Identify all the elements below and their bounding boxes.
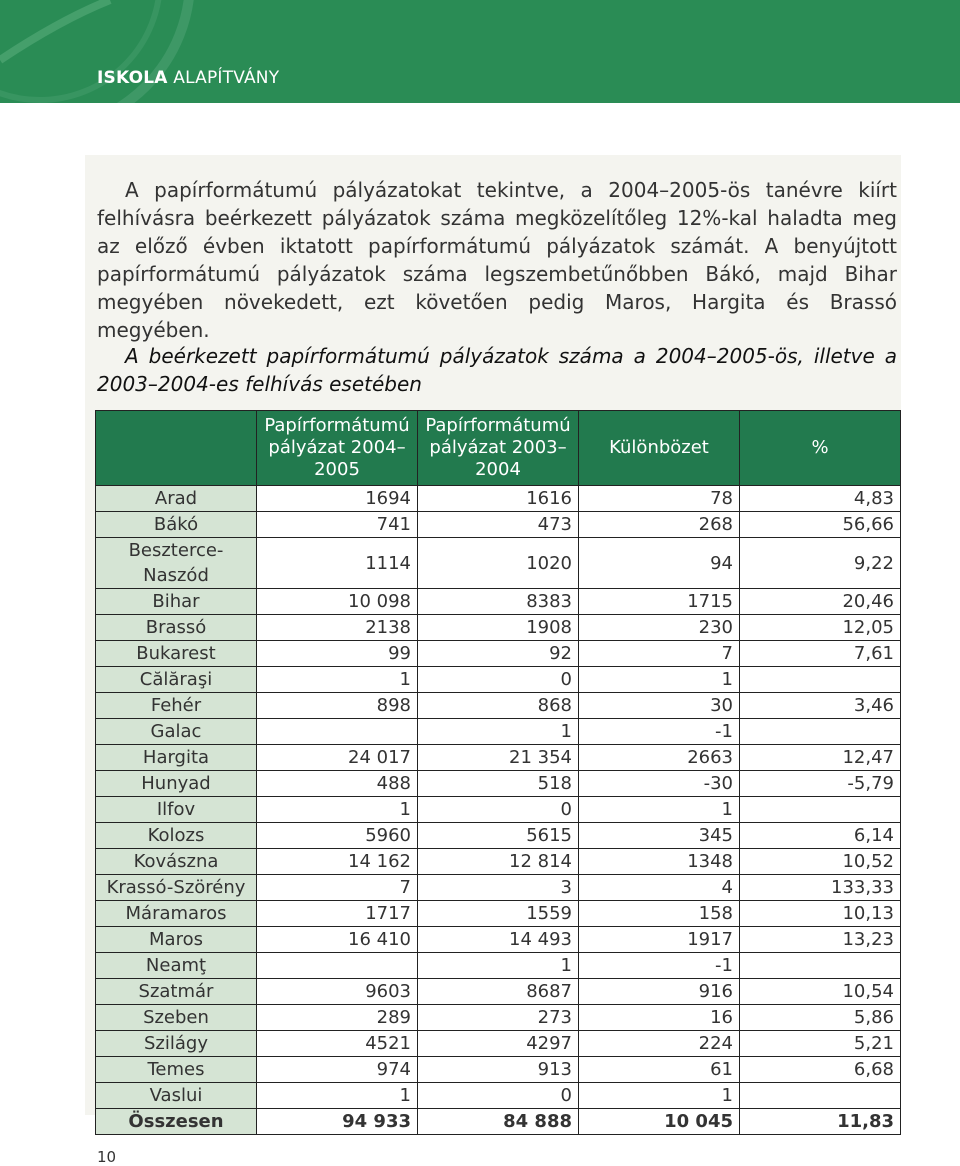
value-cell: 10,13 [740,901,901,927]
value-cell [257,953,418,979]
value-cell: 1 [579,1083,740,1109]
county-cell: Hunyad [96,771,257,797]
value-cell: 1717 [257,901,418,927]
value-cell: 913 [418,1057,579,1083]
value-cell: 1348 [579,849,740,875]
value-cell: -30 [579,771,740,797]
value-cell: 2663 [579,745,740,771]
table-row [96,1083,901,1109]
county-cell: Kolozs [96,823,257,849]
value-cell: 898 [257,693,418,719]
value-cell: 30 [579,693,740,719]
value-cell: 78 [579,486,740,512]
value-cell: 6,68 [740,1057,901,1083]
table-row [96,719,901,745]
county-cell: Kovászna [96,849,257,875]
table-row [96,538,901,589]
value-cell: 61 [579,1057,740,1083]
value-cell: 5615 [418,823,579,849]
total-value-cell: 94 933 [257,1109,418,1135]
total-value-cell: 11,83 [740,1109,901,1135]
county-cell: Szilágy [96,1031,257,1057]
value-cell: 7 [257,875,418,901]
table-row [96,797,901,823]
value-cell: 741 [257,512,418,538]
table-row [96,615,901,641]
table-row [96,849,901,875]
value-cell: 1 [418,719,579,745]
county-cell: Arad [96,486,257,512]
value-cell: 92 [418,641,579,667]
table-row [96,927,901,953]
value-cell: 4 [579,875,740,901]
value-cell: 1694 [257,486,418,512]
table-row [96,901,901,927]
value-cell: 8687 [418,979,579,1005]
value-cell: 133,33 [740,875,901,901]
value-cell: 5,86 [740,1005,901,1031]
total-value-cell: 84 888 [418,1109,579,1135]
table-row [96,693,901,719]
value-cell: 13,23 [740,927,901,953]
value-cell [740,667,901,693]
value-cell: 158 [579,901,740,927]
table-row [96,745,901,771]
value-cell: 3,46 [740,693,901,719]
value-cell: 56,66 [740,512,901,538]
value-cell: 7 [579,641,740,667]
value-cell: 224 [579,1031,740,1057]
page-header [0,0,960,103]
value-cell: 99 [257,641,418,667]
intro-paragraph: A papírformátumú pályázatokat tekintve, a 2004–2005-ös tanévre kiírt felhívásra beérkezett pályázatok száma megközelítőleg 12%-kal haladta meg az előző évben iktatott papírformátumú pályázatok számát. A benyújtott papírformátumú pályázatok száma legszembetűnőbben Bákó, majd Bihar megyében növekedett, ezt követően pedig Maros, Hargita és Brassó megyében. [97,178,897,342]
value-cell: 273 [418,1005,579,1031]
value-cell: 21 354 [418,745,579,771]
value-cell: 488 [257,771,418,797]
table-row [96,953,901,979]
county-cell: Ilfov [96,797,257,823]
county-cell: Vaslui [96,1083,257,1109]
header-cell: % [740,411,901,486]
total-value-cell: 10 045 [579,1109,740,1135]
value-cell: 1559 [418,901,579,927]
value-cell: 268 [579,512,740,538]
county-cell: Hargita [96,745,257,771]
data-table [95,410,901,1135]
county-cell: Temes [96,1057,257,1083]
value-cell: 94 [579,538,740,589]
brand-light: ALAPÍTVÁNY [173,68,280,88]
value-cell: 1 [579,667,740,693]
value-cell: -1 [579,719,740,745]
value-cell: 518 [418,771,579,797]
table-body [96,486,901,1135]
value-cell: 1715 [579,589,740,615]
value-cell [257,719,418,745]
value-cell: 4521 [257,1031,418,1057]
county-cell: Neamţ [96,953,257,979]
value-cell: 289 [257,1005,418,1031]
value-cell: 14 162 [257,849,418,875]
table-row [96,823,901,849]
table-row [96,1031,901,1057]
value-cell: 6,14 [740,823,901,849]
value-cell: 10,54 [740,979,901,1005]
county-cell: Krassó-Szörény [96,875,257,901]
value-cell: 1908 [418,615,579,641]
value-cell: 3 [418,875,579,901]
header-cell: Papírformátumú pályázat 2003–2004 [418,411,579,486]
value-cell: 5,21 [740,1031,901,1057]
value-cell [740,1083,901,1109]
value-cell [740,797,901,823]
value-cell: -5,79 [740,771,901,797]
brand-bold: ISKOLA [97,68,168,88]
county-cell: Bukarest [96,641,257,667]
table-row [96,979,901,1005]
value-cell: 1 [257,797,418,823]
value-cell: 473 [418,512,579,538]
table-row [96,771,901,797]
value-cell: 24 017 [257,745,418,771]
table-row [96,1005,901,1031]
value-cell: 7,61 [740,641,901,667]
value-cell: 9,22 [740,538,901,589]
value-cell: 0 [418,797,579,823]
table-row [96,589,901,615]
value-cell: 5960 [257,823,418,849]
header-cell: Különbözet [579,411,740,486]
value-cell: 974 [257,1057,418,1083]
value-cell: 12,05 [740,615,901,641]
county-cell: Călăraşi [96,667,257,693]
value-cell: 230 [579,615,740,641]
value-cell: 8383 [418,589,579,615]
table-row [96,1057,901,1083]
value-cell: 1114 [257,538,418,589]
value-cell: 9603 [257,979,418,1005]
value-cell: 1917 [579,927,740,953]
value-cell: 1020 [418,538,579,589]
value-cell: 868 [418,693,579,719]
county-cell: Máramaros [96,901,257,927]
header-cell: Papírformátumú pályázat 2004–2005 [257,411,418,486]
value-cell: 16 [579,1005,740,1031]
county-cell: Maros [96,927,257,953]
county-cell: Brassó [96,615,257,641]
value-cell: 12 814 [418,849,579,875]
value-cell: 1 [257,1083,418,1109]
value-cell: 20,46 [740,589,901,615]
county-cell: Bákó [96,512,257,538]
value-cell [740,953,901,979]
header-cell-stub [96,411,257,486]
value-cell: 345 [579,823,740,849]
value-cell: 14 493 [418,927,579,953]
county-cell: Fehér [96,693,257,719]
total-label-cell: Összesen [96,1109,257,1135]
table-header-row [96,411,901,486]
county-cell: Beszterce-Naszód [96,538,257,589]
county-cell: Szeben [96,1005,257,1031]
value-cell: 10,52 [740,849,901,875]
table-row [96,512,901,538]
table-caption: A beérkezett papírformátumú pályázatok száma a 2004–2005-ös, illetve a 2003–2004-es felhívás esetében [97,344,897,396]
value-cell: 16 410 [257,927,418,953]
value-cell: -1 [579,953,740,979]
page-number: 10 [97,1148,117,1166]
value-cell: 1616 [418,486,579,512]
value-cell: 4297 [418,1031,579,1057]
table-row [96,641,901,667]
value-cell: 1 [418,953,579,979]
county-cell: Galac [96,719,257,745]
value-cell [740,719,901,745]
table-row [96,875,901,901]
table-row [96,667,901,693]
value-cell: 12,47 [740,745,901,771]
value-cell: 0 [418,1083,579,1109]
value-cell: 1 [579,797,740,823]
value-cell: 0 [418,667,579,693]
value-cell: 916 [579,979,740,1005]
header-brand [97,68,279,88]
value-cell: 10 098 [257,589,418,615]
value-cell: 4,83 [740,486,901,512]
value-cell: 1 [257,667,418,693]
county-cell: Bihar [96,589,257,615]
county-cell: Szatmár [96,979,257,1005]
total-row [96,1109,901,1135]
table-row [96,486,901,512]
value-cell: 2138 [257,615,418,641]
